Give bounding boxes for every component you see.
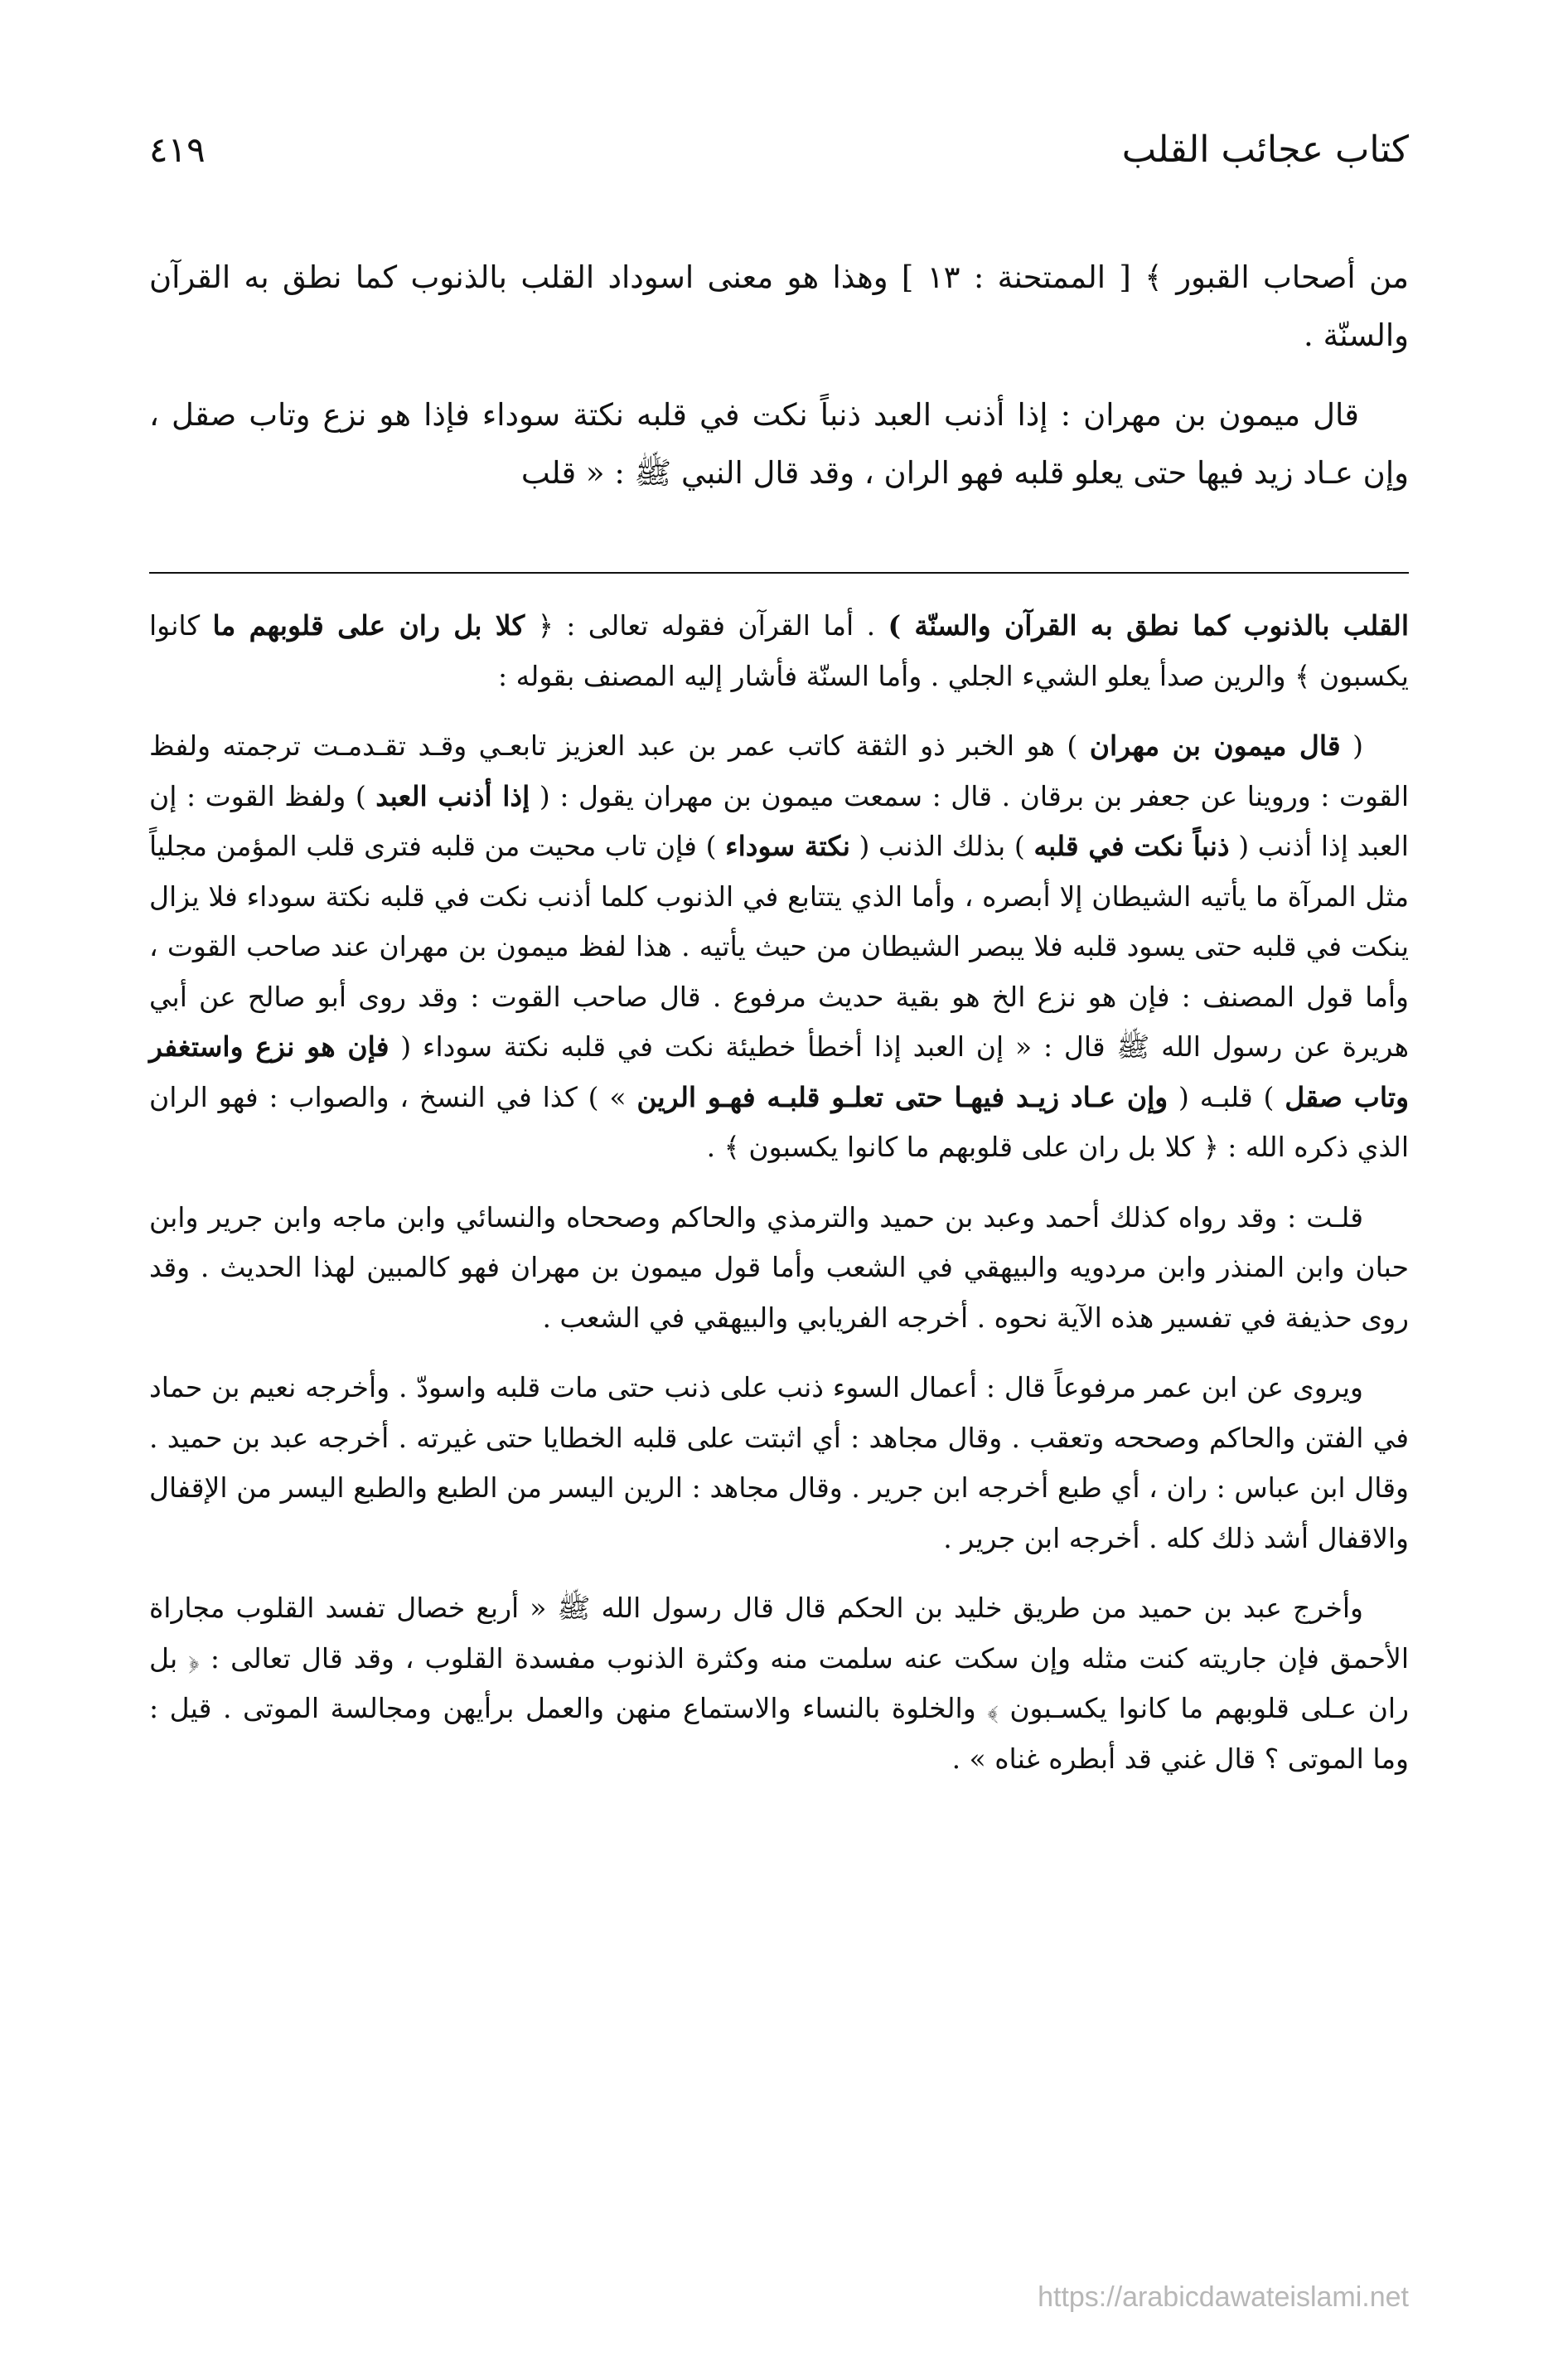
quoted-text: إذا أذنب العبد <box>375 779 530 812</box>
commentary-section <box>149 601 1409 1804</box>
commentary-paragraph-3: قلـت : وقد رواه كذلك أحمد وعبد بن حميد والترمذي والحاكم وصححاه والنسائي وابن ماجه وابن جرير وابن حبان وابن المنذر وابن مردويه والبيهقي في الشعب وأما قول ميمون بن مهران فهو كالمبين لهذا الحديث . وقد روى حذيفة في تفسير هذه الآية نحوه . أخرجه الفريابي والبيهقي في الشعب . <box>149 1200 1409 1334</box>
commentary-text: ) هو الخبر ذو الثقة كاتب عمر بن عبد العزيز تابعـي وقـد تقـدمـت ترجمته ولفظ القوت : وروينا عن جعفر بن برقان . قال : سمعت ميمون بن مهران يقول : ( <box>149 730 1410 812</box>
watermark-url: https://arabicdawateislami.net <box>1038 2281 1409 2313</box>
quoted-text: فإن هو نزع واستغفر وتاب صقل <box>149 1030 1410 1113</box>
page-header <box>149 124 1409 174</box>
commentary-text: ) بذلك الذنب ( <box>849 830 1034 862</box>
main-paragraph-2: قال ميمون بن مهران : إذا أذنب العبد ذنباً نكت في قلبه نكتة سوداء فإذا هو نزع وتاب صقل ، وإن عـاد زيد فيها حتى يعلو قلبه فهو الران ، وقد قال النبي ﷺ : « قلب <box>149 397 1409 491</box>
page-number: ٤١٩ <box>149 128 206 170</box>
commentary-paragraph-4: ويروى عن ابن عمر مرفوعاً قال : أعمال السوء ذنب على ذنب حتى مات قلبه واسودّ . وأخرجه نعيم بن حماد في الفتن والحاكم وصححه وتعقب . وقال مجاهد : أي اثبتت على قلبه الخطايا حتى غيرته . أخرجه عبد بن حميد . وقال ابن عباس : ران ، أي طبع أخرجه ابن جرير . وقال مجاهد : الرين اليسر من الطبع والطبع اليسر من الإقفال والاقفال أشد ذلك كله . أخرجه ابن جرير . <box>149 1371 1409 1554</box>
commentary-text: » ) كذا في النسخ ، والصواب : فهو الران الذي ذكره الله : ﴿ كلا بل ران على قلوبهم ما كانوا يكسبون ﴾ . <box>149 1080 1409 1163</box>
quoted-text: القلب بالذنوب كما نطق به القرآن والسنّة ) <box>888 609 1409 642</box>
quoted-text: قال ميمون بن مهران <box>1089 730 1341 762</box>
main-paragraph-1: من أصحاب القبور ﴾ [ الممتحنة : ١٣ ] وهذا هو معنى اسوداد القلب بالذنوب كما نطق به القرآن والسنّة . <box>149 259 1409 353</box>
main-text <box>149 249 1409 524</box>
commentary-paragraph-2 <box>149 721 1409 1173</box>
commentary-text: ( <box>1340 730 1363 762</box>
quoted-text: كلا بل ران على قلوبهم ما <box>212 609 525 642</box>
quoted-text: وإن عـاد زيـد فيهـا حتى تعلـو قلبـه فهـو الرين <box>636 1080 1168 1113</box>
commentary-paragraph-1 <box>149 601 1409 701</box>
running-title: كتاب عجائب القلب <box>1121 128 1409 171</box>
commentary-text: ) قلبـه ( <box>1168 1080 1285 1113</box>
commentary-paragraph-5: وأخرج عبد بن حميد من طريق خليد بن الحكم قال قال رسول الله ﷺ « أربع خصال تفسد القلوب مجاراة الأحمق فإن جاريته كنت مثله وإن سكت عنه سلمت منه وكثرة الذنوب مفسدة القلوب ، وقد قال تعالى : ﴿ بل ران عـلى قلوبهم ما كانوا يكسـبون ﴾ والخلوة بالنساء والاستماع منهن والعمل برأيهن ومجالسة الموتى . قيل : وما الموتى ؟ قال غني قد أبطره غناه » . <box>149 1592 1409 1775</box>
quoted-text: نكتة سوداء <box>725 830 850 862</box>
separator-line <box>149 572 1409 574</box>
commentary-text: ) فإن تاب محيت من قلبه فترى قلب المؤمن مجلياً مثل المرآة ما يأتيه الشيطان إلا أبصره ، وأما الذي يتتابع في الذنوب كلما أذنب نكت في قلبه نكتة سوداء فلا يزال ينكت في قلبه حتى يسود قلبه فلا يبصر الشيطان من حيث يأتيه . هذا لفظ ميمون بن مهران عند صاحب القوت ، وأما قول المصنف : فإن هو نزع الخ هو بقية حديث مرفوع . قال صاحب القوت : وقد روى أبو صالح عن أبي هريرة عن رسول الله ﷺ قال : « إن العبد إذا أخطأ خطيئة نكت في قلبه نكتة سوداء ( <box>149 830 1409 1063</box>
commentary-text: كانوا يكسبون ﴾ والرين صدأ يعلو الشيء الجلي . وأما السنّة فأشار إليه المصنف بقوله : <box>149 609 1409 692</box>
quoted-text: ذنباً نكت في قلبه <box>1033 830 1230 862</box>
commentary-text: . أما القرآن فقوله تعالى : ﴿ <box>525 609 888 642</box>
commentary-text: ) ولفظ القوت : إن العبد إذا أذنب ( <box>149 779 1409 862</box>
